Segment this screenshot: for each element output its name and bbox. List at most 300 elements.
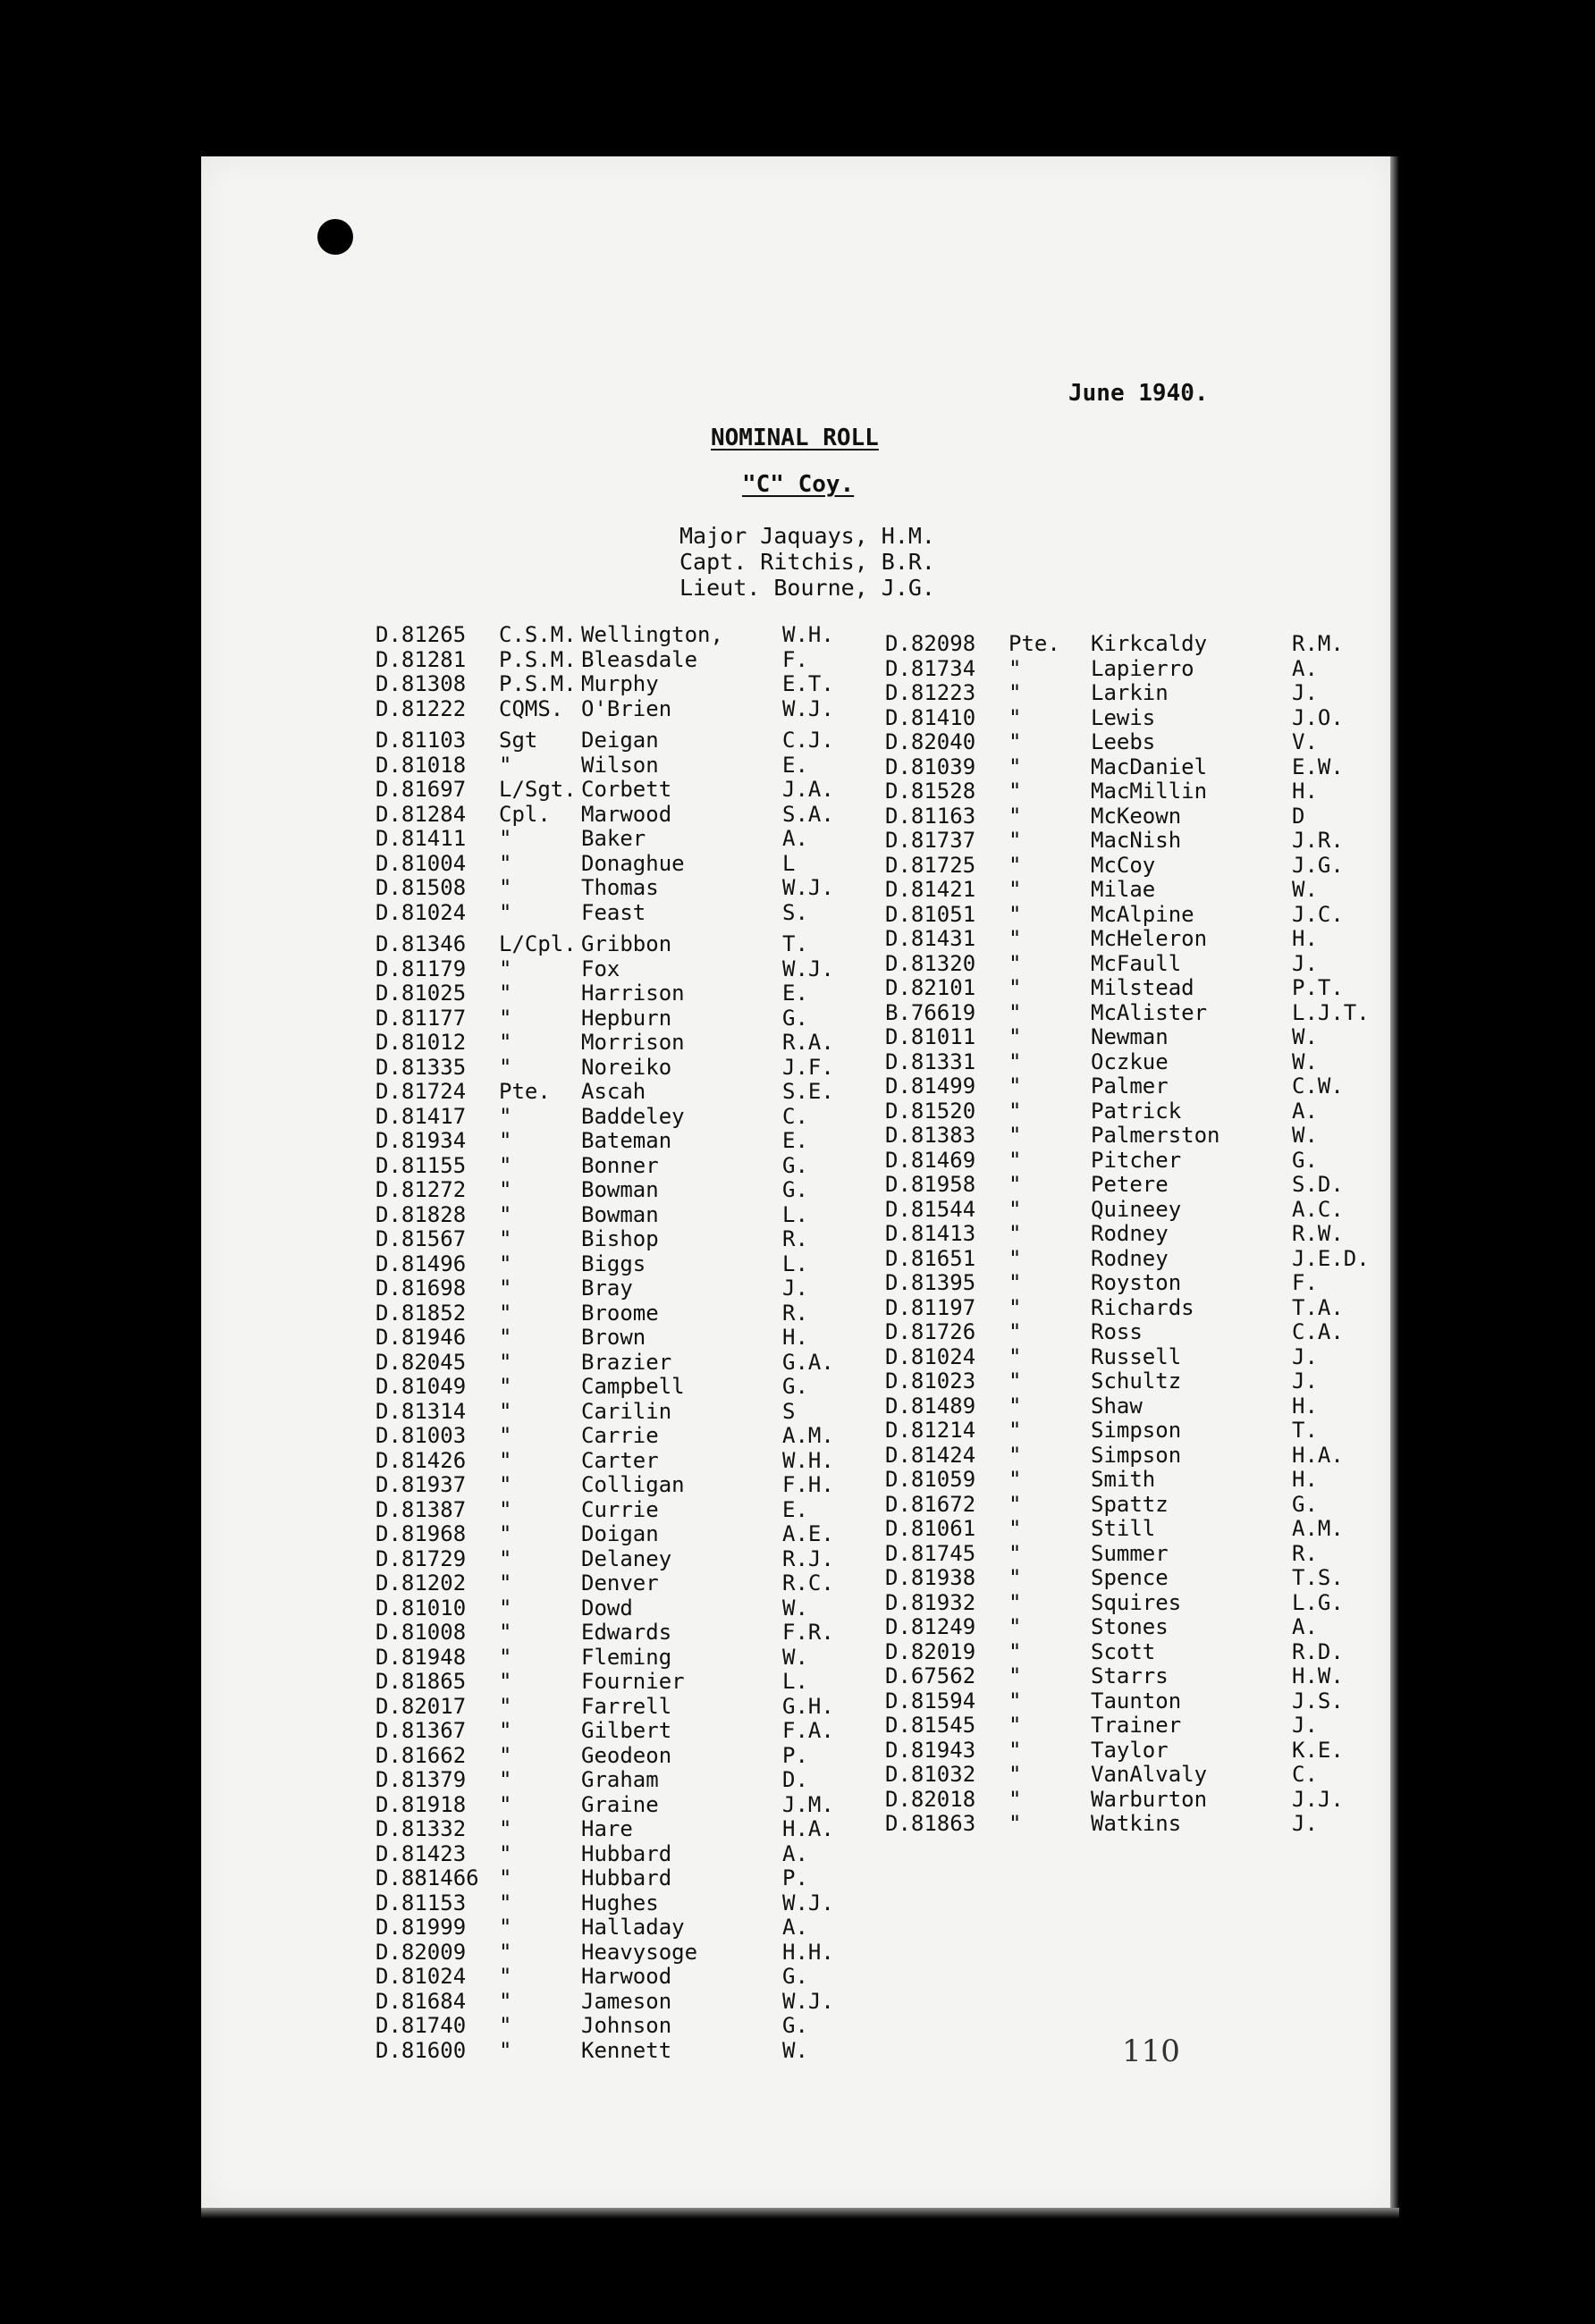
rank: " [499, 875, 512, 900]
initials: E. [782, 981, 808, 1006]
service-number: D.82018 [885, 1786, 976, 1812]
initials: F.A. [782, 1718, 834, 1743]
surname: Lapierro [1091, 655, 1194, 681]
rank: " [1008, 1638, 1022, 1664]
initials: G. [1292, 1147, 1318, 1173]
surname: Russell [1091, 1343, 1182, 1369]
surname: Rodney [1091, 1221, 1169, 1246]
rank: " [499, 1521, 512, 1546]
rank: C.S.M. [499, 622, 577, 647]
surname: Delaney [581, 1545, 672, 1571]
rank: " [1008, 1343, 1022, 1369]
initials: E. [782, 752, 808, 778]
initials: H. [1292, 1467, 1318, 1492]
surname: Carter [581, 1447, 659, 1473]
rank: " [499, 1496, 512, 1522]
surname: Fournier [581, 1669, 685, 1694]
punch-hole [317, 219, 353, 255]
rank: " [499, 1693, 512, 1719]
surname: Fox [581, 956, 620, 981]
initials: W. [782, 1595, 808, 1621]
service-number: D.81567 [376, 1226, 467, 1251]
initials: L.J.T. [1292, 999, 1370, 1025]
surname: McHeleron [1091, 926, 1208, 951]
surname: Bray [581, 1276, 633, 1301]
surname: Ross [1091, 1319, 1143, 1344]
surname: Deigan [581, 728, 659, 753]
rank: " [499, 752, 512, 778]
surname: Patrick [1091, 1098, 1182, 1124]
rank: " [1008, 1393, 1022, 1419]
service-number: D.81155 [376, 1152, 467, 1178]
rank: " [499, 1595, 512, 1621]
service-number: D.81320 [885, 950, 976, 976]
initials: H.A. [1292, 1442, 1344, 1468]
rank: Cpl. [499, 801, 551, 827]
initials: T.A. [1292, 1294, 1344, 1320]
initials: J.S. [1292, 1688, 1344, 1714]
service-number: D.81489 [885, 1393, 976, 1419]
service-number: D.81103 [376, 728, 467, 753]
rank: " [499, 1374, 512, 1399]
rank: " [499, 1890, 512, 1916]
rank: " [1008, 1442, 1022, 1468]
surname: Pitcher [1091, 1147, 1182, 1173]
surname: Brown [581, 1325, 646, 1350]
service-number: D.81423 [376, 1840, 467, 1866]
surname: Ascah [581, 1079, 646, 1104]
service-number: D.81249 [885, 1614, 976, 1639]
service-number: D.81202 [376, 1570, 467, 1596]
rank: " [499, 1250, 512, 1276]
surname: Watkins [1091, 1811, 1182, 1836]
service-number: D.81499 [885, 1074, 976, 1099]
initials: L.G. [1292, 1589, 1344, 1615]
service-number: D.81003 [376, 1423, 467, 1448]
surname: Hubbard [581, 1865, 672, 1890]
surname: Edwards [581, 1620, 672, 1645]
initials: R. [1292, 1540, 1318, 1566]
rank: " [1008, 704, 1022, 730]
rank: " [499, 956, 512, 981]
rank: " [499, 2013, 512, 2038]
surname: MacNish [1091, 828, 1182, 853]
surname: Palmerston [1091, 1123, 1220, 1148]
initials: H. [1292, 779, 1318, 804]
surname: Denver [581, 1570, 659, 1596]
initials: W.J. [782, 695, 834, 721]
surname: Taylor [1091, 1737, 1169, 1763]
initials: T.S. [1292, 1565, 1344, 1590]
initials: R.W. [1292, 1221, 1344, 1246]
service-number: D.81729 [376, 1545, 467, 1571]
service-number: D.81314 [376, 1398, 467, 1424]
surname: Gilbert [581, 1718, 672, 1743]
rank: Pte. [1008, 631, 1060, 656]
rank: " [1008, 1762, 1022, 1787]
initials: E. [782, 1496, 808, 1522]
service-number: D.81734 [885, 655, 976, 681]
rank: " [1008, 1196, 1022, 1222]
service-number: D.81284 [376, 801, 467, 827]
surname: Rodney [1091, 1245, 1169, 1271]
service-number: D.81012 [376, 1030, 467, 1055]
rank: " [1008, 1294, 1022, 1320]
rank: " [1008, 655, 1022, 681]
rank: " [499, 1201, 512, 1227]
rank: " [1008, 1319, 1022, 1344]
surname: Campbell [581, 1374, 685, 1399]
service-number: D.81395 [885, 1270, 976, 1295]
initials: F.H. [782, 1472, 834, 1497]
rank: " [499, 1177, 512, 1202]
surname: Spattz [1091, 1491, 1169, 1517]
initials: A. [1292, 1614, 1318, 1639]
surname: McAlpine [1091, 901, 1194, 927]
initials: D [1292, 803, 1305, 829]
initials: W. [782, 1644, 808, 1670]
surname: Halladay [581, 1915, 685, 1940]
surname: Larkin [1091, 680, 1169, 705]
service-number: D.81417 [376, 1103, 467, 1129]
initials: J.M. [782, 1791, 834, 1817]
rank: " [1008, 1786, 1022, 1812]
rank: " [499, 1964, 512, 1989]
initials: W.H. [782, 1447, 834, 1473]
surname: Thomas [581, 875, 659, 900]
initials: C. [782, 1103, 808, 1129]
initials: W.H. [782, 622, 834, 647]
rank: " [1008, 1589, 1022, 1615]
rank: " [1008, 1048, 1022, 1074]
surname: Quineey [1091, 1196, 1182, 1222]
service-number: D.81039 [885, 754, 976, 779]
initials: W. [1292, 877, 1318, 902]
initials: C.J. [782, 728, 834, 753]
rank: " [1008, 1540, 1022, 1566]
rank: " [1008, 1467, 1022, 1492]
rank: " [1008, 1024, 1022, 1049]
service-number: D.81332 [376, 1816, 467, 1841]
service-number: D.82019 [885, 1638, 976, 1664]
initials: A.C. [1292, 1196, 1344, 1222]
initials: L. [782, 1250, 808, 1276]
surname: Royston [1091, 1270, 1182, 1295]
rank: " [1008, 1688, 1022, 1714]
initials: J.A. [782, 777, 834, 802]
service-number: D.81018 [376, 752, 467, 778]
rank: " [1008, 950, 1022, 976]
surname: MacDaniel [1091, 754, 1208, 779]
initials: W.J. [782, 1890, 834, 1916]
rank: " [499, 1398, 512, 1424]
initials: E.T. [782, 671, 834, 696]
rank: " [1008, 1123, 1022, 1148]
initials: J. [1292, 1368, 1318, 1394]
rank: " [1008, 1368, 1022, 1394]
initials: P. [782, 1865, 808, 1890]
surname: Simpson [1091, 1418, 1182, 1443]
service-number: D.81600 [376, 2037, 467, 2063]
initials: H.A. [782, 1816, 834, 1841]
rank: " [1008, 828, 1022, 853]
initials: S.D. [1292, 1172, 1344, 1197]
initials: V. [1292, 729, 1318, 754]
initials: S. [782, 899, 808, 925]
surname: Summer [1091, 1540, 1169, 1566]
rank: " [499, 1472, 512, 1497]
service-number: D.81025 [376, 981, 467, 1006]
rank: " [499, 1988, 512, 2014]
surname: Lewis [1091, 704, 1156, 730]
document-page [201, 156, 1395, 2212]
surname: Carrie [581, 1423, 659, 1448]
initials: R.J. [782, 1545, 834, 1571]
service-number: D.81934 [376, 1128, 467, 1153]
surname: Harrison [581, 981, 685, 1006]
surname: Jameson [581, 1988, 672, 2014]
rank: CQMS. [499, 695, 564, 721]
rank: " [1008, 1245, 1022, 1271]
service-number: B.76619 [885, 999, 976, 1025]
surname: Geodeon [581, 1742, 672, 1768]
surname: McFaull [1091, 950, 1182, 976]
surname: McAlister [1091, 999, 1208, 1025]
rank: " [499, 1939, 512, 1965]
service-number: D.81698 [376, 1276, 467, 1301]
service-number: D.81379 [376, 1767, 467, 1792]
initials: S [782, 1398, 796, 1424]
surname: Oczkue [1091, 1048, 1169, 1074]
surname: Schultz [1091, 1368, 1182, 1394]
initials: F. [782, 646, 808, 672]
rank: " [1008, 1172, 1022, 1197]
initials: W. [782, 2037, 808, 2063]
surname: Bonner [581, 1152, 659, 1178]
rank: " [1008, 1221, 1022, 1246]
officers-list [679, 523, 935, 601]
surname: Harwood [581, 1964, 672, 1989]
service-number: D.81737 [885, 828, 976, 853]
surname: Wellington, [581, 622, 723, 647]
surname: Newman [1091, 1024, 1169, 1049]
rank: " [1008, 729, 1022, 754]
service-number: D.81999 [376, 1915, 467, 1940]
rank: " [499, 1276, 512, 1301]
surname: Bowman [581, 1177, 659, 1202]
surname: Morrison [581, 1030, 685, 1055]
rank: " [1008, 1418, 1022, 1443]
initials: J. [782, 1276, 808, 1301]
initials: W. [1292, 1048, 1318, 1074]
service-number: D.81367 [376, 1718, 467, 1743]
surname: Stones [1091, 1614, 1169, 1639]
rank: " [1008, 1516, 1022, 1541]
rank: " [499, 1447, 512, 1473]
rank: " [499, 1644, 512, 1670]
service-number: D.81865 [376, 1669, 467, 1694]
surname: McCoy [1091, 852, 1156, 878]
document-date: June 1940. [1068, 380, 1209, 407]
surname: Milae [1091, 877, 1156, 902]
service-number: D.81413 [885, 1221, 976, 1246]
rank: " [499, 1103, 512, 1129]
rank: " [1008, 754, 1022, 779]
rank: " [499, 850, 512, 876]
service-number: D.81308 [376, 671, 467, 696]
rank: " [1008, 680, 1022, 705]
surname: Leebs [1091, 729, 1156, 754]
service-number: D.81697 [376, 777, 467, 802]
rank: " [499, 1816, 512, 1841]
initials: P. [782, 1742, 808, 1768]
service-number: D.81651 [885, 1245, 976, 1271]
initials: W.J. [782, 1988, 834, 2014]
initials: A. [782, 1840, 808, 1866]
rank: " [1008, 852, 1022, 878]
initials: L. [782, 1669, 808, 1694]
rank: " [1008, 1713, 1022, 1738]
initials: P.T. [1292, 975, 1344, 1000]
initials: F. [1292, 1270, 1318, 1295]
rank: " [1008, 1098, 1022, 1124]
initials: S.E. [782, 1079, 834, 1104]
initials: J.R. [1292, 828, 1344, 853]
initials: H.H. [782, 1939, 834, 1965]
service-number: D.81331 [885, 1048, 976, 1074]
service-number: D.82017 [376, 1693, 467, 1719]
rank: " [499, 981, 512, 1006]
service-number: D.81346 [376, 931, 467, 956]
service-number: D.81179 [376, 956, 467, 981]
service-number: D.81684 [376, 1988, 467, 2014]
surname: Bishop [581, 1226, 659, 1251]
initials: H. [1292, 926, 1318, 951]
initials: R. [782, 1300, 808, 1326]
surname: Carilin [581, 1398, 672, 1424]
initials: R. [782, 1226, 808, 1251]
surname: Taunton [1091, 1688, 1182, 1714]
service-number: D.81545 [885, 1713, 976, 1738]
rank: P.S.M. [499, 646, 577, 672]
surname: Starrs [1091, 1663, 1169, 1688]
initials: K.E. [1292, 1737, 1344, 1763]
initials: C.W. [1292, 1074, 1344, 1099]
rank: " [1008, 779, 1022, 804]
service-number: D.81214 [885, 1418, 976, 1443]
service-number: D.82045 [376, 1349, 467, 1375]
surname: Hare [581, 1816, 633, 1841]
rank: " [499, 1620, 512, 1645]
rank: " [499, 1915, 512, 1940]
surname: Corbett [581, 777, 672, 802]
initials: L [782, 850, 796, 876]
initials: W. [1292, 1024, 1318, 1049]
surname: Trainer [1091, 1713, 1182, 1738]
surname: VanAlvaly [1091, 1762, 1208, 1787]
rank: " [1008, 877, 1022, 902]
service-number: D.81265 [376, 622, 467, 647]
initials: G. [782, 1005, 808, 1031]
rank: " [499, 826, 512, 851]
initials: J. [1292, 1343, 1318, 1369]
initials: G. [782, 1964, 808, 1989]
surname: Broome [581, 1300, 659, 1326]
service-number: D.81177 [376, 1005, 467, 1031]
rank: " [499, 1030, 512, 1055]
rank: " [1008, 1074, 1022, 1099]
page-edge-shadow [1390, 156, 1399, 2212]
rank: " [1008, 901, 1022, 927]
service-number: D.81968 [376, 1521, 467, 1546]
initials: H. [1292, 1393, 1318, 1419]
rank: " [1008, 1811, 1022, 1836]
surname: Scott [1091, 1638, 1156, 1664]
initials: G. [782, 1152, 808, 1178]
initials: J.E.D. [1292, 1245, 1370, 1271]
service-number: D.81937 [376, 1472, 467, 1497]
surname: Graine [581, 1791, 659, 1817]
surname: Kirkcaldy [1091, 631, 1208, 656]
rank: " [1008, 1147, 1022, 1173]
service-number: D.81387 [376, 1496, 467, 1522]
officer-line: Capt. Ritchis, B.R. [679, 549, 935, 575]
service-number: D.81943 [885, 1737, 976, 1763]
service-number: D.81672 [885, 1491, 976, 1517]
initials: E. [782, 1128, 808, 1153]
service-number: D.81153 [376, 1890, 467, 1916]
service-number: D.81383 [885, 1123, 976, 1148]
surname: Richards [1091, 1294, 1194, 1320]
surname: Heavysoge [581, 1939, 698, 1965]
rank: " [499, 899, 512, 925]
service-number: D.81061 [885, 1516, 976, 1541]
rank: " [499, 1325, 512, 1350]
service-number: D.81272 [376, 1177, 467, 1202]
initials: G.A. [782, 1349, 834, 1375]
rank: Sgt [499, 728, 538, 753]
initials: J.G. [1292, 852, 1344, 878]
surname: Bleasdale [581, 646, 698, 672]
rank: " [499, 1300, 512, 1326]
rank: " [499, 1226, 512, 1251]
rank: Pte. [499, 1079, 551, 1104]
surname: Gribbon [581, 931, 672, 956]
service-number: D.81049 [376, 1374, 467, 1399]
rank: " [499, 1349, 512, 1375]
rank: " [499, 1865, 512, 1890]
surname: Bateman [581, 1128, 672, 1153]
surname: Squires [1091, 1589, 1182, 1615]
surname: O'Brien [581, 695, 672, 721]
initials: C.A. [1292, 1319, 1344, 1344]
service-number: D.82040 [885, 729, 976, 754]
surname: Hepburn [581, 1005, 672, 1031]
initials: L. [782, 1201, 808, 1227]
surname: Marwood [581, 801, 672, 827]
initials: G.H. [782, 1693, 834, 1719]
initials: C. [1292, 1762, 1318, 1787]
initials: A. [1292, 1098, 1318, 1124]
rank: " [1008, 1614, 1022, 1639]
initials: R.A. [782, 1030, 834, 1055]
surname: Bowman [581, 1201, 659, 1227]
officer-line: Major Jaquays, H.M. [679, 523, 935, 549]
service-number: D.81740 [376, 2013, 467, 2038]
surname: Spence [1091, 1565, 1169, 1590]
initials: A.E. [782, 1521, 834, 1546]
initials: R.M. [1292, 631, 1344, 656]
